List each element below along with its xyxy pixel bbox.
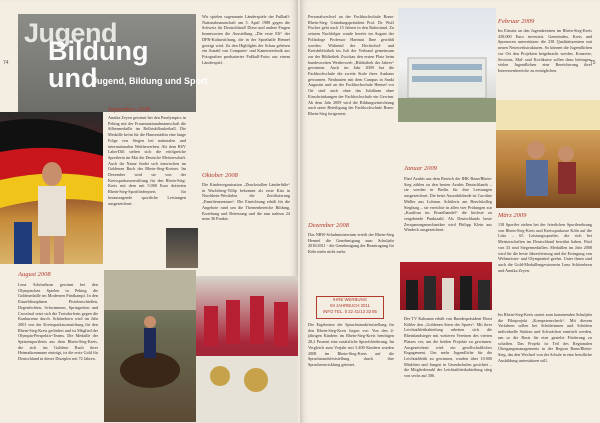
- text-okt-2008: Die Kinderorganisation „Druckstollen Länderfüße“ in Wachtberg-Villip bekommt als erste Kita in Nordrhein-Westfalen die Zertifizierung „Familienzentrum“. Die Einrichtung erhält für die Angebote rund um die Themenbereiche Bildung, Erziehung und Betreuung und die nun nahezu 24 neue 36 Punkte.: [202, 182, 290, 222]
- band-illustration: [196, 276, 298, 423]
- text-col2-top: Wir spielen sogenannte Länderspiele der Fußball-Nationalmannschaft am 5. April 1988 gegen die Schweiz für Deutschland! Diese und andere Fragen beantworten die Ausstellung „Die erste Elf“ der DFB-Kulturstiftung, die in der Sporthalle Hennef gezeigt wird. Zu den Highlights der Schau gehören ein Anzahl von Computer- und Kameratechnik aus Fotografien produzierter Fußball-Fotos aus einem Länderspiel.: [202, 14, 290, 65]
- ad-line1: IHRE WERBUNG: [333, 297, 367, 302]
- youth-illustration: [496, 100, 600, 208]
- heading-dez-2008: Dezember 2008: [308, 222, 349, 229]
- building-photo: [398, 8, 496, 122]
- marching-band-photo: [196, 276, 298, 423]
- banner-title-line2: Bildung und: [48, 36, 149, 93]
- equestrian-photo: [104, 270, 196, 422]
- heading-mar-2009: März 2009: [498, 212, 527, 219]
- athlete-flag-photo: [0, 112, 103, 264]
- text-feb-2009: Im Einsatz an den Jugendzentren im Rhein-Sieg-Kreis 438.000 Euro investiert. Gemeinden, Kreis und Sponsoren unterstützen die 238 Qualitätszentren mit neuen Netzwerkstrukturen. So können die Jugendlichen vor Ort den Projekten beigebracht werden. Konzerte, Sessions, Mal- und Kochkurse sollen dazu beitragen, vielen Jugendlichen eine Bereicherung ihrer Interessenbereiche zu ermöglichen.: [498, 28, 592, 73]
- ad-line2: IM JAHRBUCH 2011: [330, 303, 370, 308]
- heading-okt-2008: Oktober 2008: [202, 172, 238, 179]
- athlete-illustration: [0, 112, 103, 264]
- ad-line3: INFO TEL. 0 22 41/13 33 85: [323, 309, 377, 314]
- banner-title-line1: Jugend: [24, 18, 118, 48]
- heading-feb-2009: Februar 2009: [498, 18, 535, 25]
- right-page: [300, 0, 600, 423]
- section-banner: [18, 14, 196, 112]
- left-page: [0, 0, 298, 423]
- awards-ceremony-photo: [400, 262, 492, 310]
- right-page-number: 75: [590, 60, 596, 66]
- heading-sep-2008: September 2008: [108, 106, 151, 113]
- youth-center-photo: [496, 100, 600, 208]
- text-sep-2008: Annika Zeyen gewinnt bei den Paralympics in Peking mit der Frauennationalmannschaft die Silbermedaille im Rollstuhlbasketball. Die Medaille krönt für die Hansestädtin eine lange Folge von Siegen bei nationalen und internationalen Wettbewerben. Als dem RSV Lahn-Dill stehen sich die erfolgreiche Sportlerin im Mai die Deutsche Meisterschaft. Auch ihr Name findet sich inzwischen im Goldenen Buch des Rhein-Sieg-Kreises. Im Dezember wird sie von der Kreissparkassenstiftung für den Rhein-Sieg-Kreis mit dem mit 5.000 Euro dotierten Rhein-Sieg-Sportförderpreis für herausragende sportliche Leistungen ausgezeichnet.: [108, 115, 186, 206]
- text-col5-bottom: Im Rhein-Sieg-Kreis startet zum kommenden Schuljahr die Pilotprojekt „Kompetenzcheck“. Mit diesem Verfahren sollen bei Schülerinnen und Schülern individuelle Stärken und Schwächen ermittelt werden, um so die Basis für eine gezielte Förderung zu schaffen. Das Projekt ist Teil des Regionalen Übergangsmanagements in der Region Bonn/Rhein-Sieg, das den Wechsel von der Schule in eine berufliche Ausbildung unterstützen will.: [498, 312, 592, 363]
- text-col3-bottom: Die Ergebnisse der Sprachstandsfeststellung für den Rhein-Sieg-Kreis liegen vor: Von den 4-jährigen Kindern im Rhein-Sieg-Kreis benötigen 28,2 Prozent eine zusätzliche Sprachförderung. Im Vergleich zum Vorjahr mit 5.400 Kindern wurden 2008 im Rhein-Sieg-Kreis auf die Sprachstandsfeststellung durch ihre Sprachentwicklung getestet.: [308, 322, 394, 367]
- advertising-box: [316, 296, 384, 319]
- banner-subtitle: Jugend, Bildung und Sport: [92, 76, 208, 86]
- left-page-number: 74: [3, 60, 9, 66]
- text-col4-bottom: Der TV Kalmann erhält von Bundespräsident Horst Köhler den „Goldenen Stern des Sports“. Mit ihrer Leichtathletikabteilung arbeiten sich die Rheinlandsieger mit weiteren Vereinen des vierten Platzes vor, um die beiden Projekte zu gewinnen. Ausgezeichnet wird ein gesellschaftliches Engagement. Um mehr Jugendliche für die Leichtathletik zu gewinnen, wurden über 10.000 Mädchen und Jungen in Grundschulen gesichtet – die Mitgliederzahl der Leichtathletikabteilung stieg von sechs auf 306.: [404, 316, 492, 379]
- heading-aug-2008: August 2008: [18, 271, 51, 278]
- text-col3-top: Personalwechsel an der Fachhochschule Bonn-Rhein-Sieg: Gründungspräsident Prof. Dr. Wulf Fischer geht nach 15 Jahren in den Ruhestand. Zu seinem Nachfolger wurde bereits im August der Politologe Professor Hartmut Ihne gewählt worden. Während der Hochschul- und Kreisbibliothek im Juli der Verbund gemeinsam zur der Bibliothek Zwickau den ersten Platz beim bundesweiten Wettbewerb „Bibliothek des Jahres“ gewinnen. Auch im Jahr 2009 hat die Fachhochschule die zweite Stufe ihres Ausbaus gewonnen. Neubauten mit dem Campus in Sankt Augustin und an der Fachhochschule Hennef vor Ort sind auch ohne das Jubiläum ohne Einschränkungen der Fachhochschule ein Gewinn. Ab dem Jahr 2009 wird die Bildungseinrichtung auch unter Beteiligung der Fachhochschule Bonn-Rhein-Sieg fortgesetzt.: [308, 14, 394, 116]
- text-jan-2009: Fünf Azubis aus dem Bereich der IHK Bonn/Rhein-Sieg zählen zu den besten Azubis Deutschlands – sie werden in Berlin für ihre Leistungen ausgezeichnet. Die beste Auszubildende ist Caroline Müller aus Lohmar. Schüleris am Berufskolleg Siegburg – sie erreichte in allen vier Prüfungen zur „Kauffrau im Einzelhandel“ die höchste zu vergebende Punktzahl. Als Deutschlands beste Zerspanungsmechaniker wird Philipp Klein aus Windeck ausgezeichnet.: [404, 176, 492, 233]
- text-aug-2008: Lena Schöneborn gewinnt bei den Olympischen Spielen in Peking die Goldmedaille im Modernen Fünfkampf. In den Einzeldisziplinen Pistolenschießen, Degenfechten, Schwimmen, Springreiten und Crosslauf setzt sich die Troisdorferin gegen die Konkurrenz durch. Schöneborn wird im Jahr 2001 von der Kreissparkassenstiftung für den Rhein-Sieg-Kreis gefördert und ist Mitglied der Olympia-Perspektiv-Teams. Die Medaille der Spitzensportlerin aus dem Rhein-Sieg-Kreis, die sich ins Goldene Buch ihrer Heimatkommune einträgt, ist die erste Gold für Deutschland in dieser Disziplin seit 72 Jahren.: [18, 282, 98, 362]
- heading-jan-2009: Januar 2009: [404, 165, 438, 172]
- building-illustration: [398, 8, 496, 122]
- text-mar-2009: 118 Sportler ziehen bei der feierlichen Sportlerehrung von Rhein-Sieg-Kreis und Kreissparkasse Köln auf die Liste – 65 Leistungssportler, die sich bei Meisterschaften im Deutschland bewährt haben. Fünf von 33 sind Siegermedaillen. Medaillen im Jahr 2008 wird für die beste Jahresleistung und die Erringung von Weltmeister- und Olympiatitel geehrt. Unter ihnen sind auch die Gold-Medaillengewinnerin Lena Schöneborn und Annika Zeyen.: [498, 222, 592, 273]
- horse-rider-illustration: [104, 270, 196, 422]
- group-illustration: [400, 262, 492, 310]
- text-dez-2008: Das NRW-Schulministerium erteilt der Rhein-Sieg Hennef die Genehmigung zum Schuljahr 2010/2011 - die Genehmigung der Beantragung für Köln mehr nicht mehr.: [308, 232, 394, 255]
